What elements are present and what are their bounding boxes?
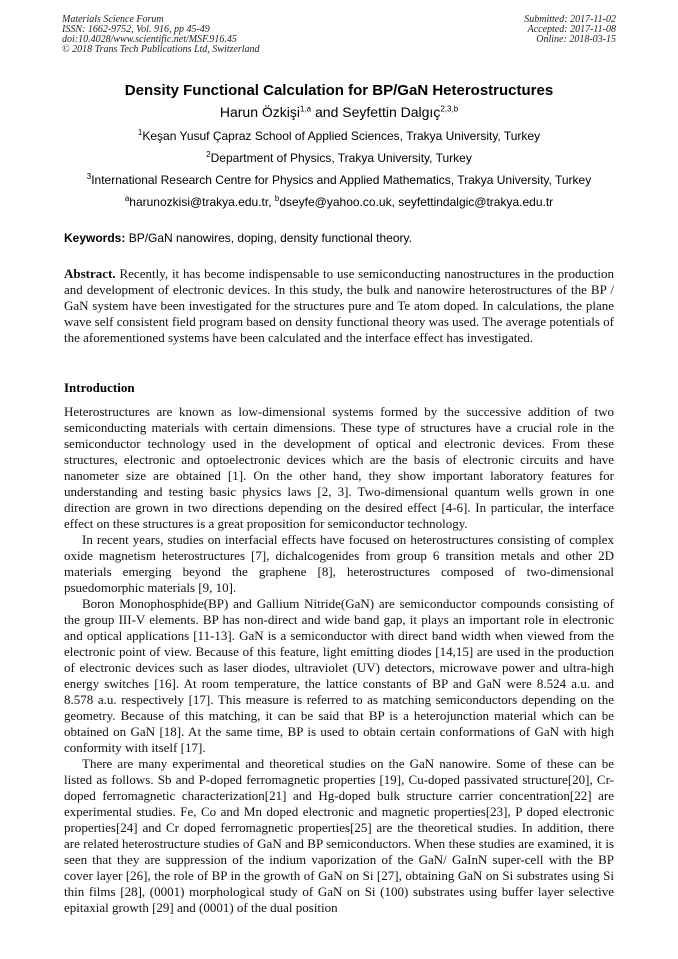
email-line <box>30 195 648 209</box>
author-2-sup: 2,3,b <box>440 104 459 114</box>
abstract-text: Recently, it has become indispensable to use semiconducting nanostructures in the production and development of electronic devices. In this study, the bulk and nanowire heterostructures of the BP / GaN system have been investigated for the structures pure and Te atom doped. In calculations, the plane wave self consistent field program based on density functional theory was used. The average potentials of the aforementioned systems have been calculated and the interface effect has investigated. <box>64 266 614 345</box>
email-a: harunozkisi@trakya.edu.tr, <box>129 195 275 209</box>
author-1: Harun Özkişi <box>219 104 300 120</box>
introduction-heading: Introduction <box>64 380 135 395</box>
author-2: Seyfettin Dalgıç <box>342 104 441 120</box>
abstract <box>64 266 614 346</box>
affiliation-2-text: Department of Physics, Trakya University, Turkey <box>210 151 472 165</box>
issn: ISSN: 1662-9752, Vol. 916, pp 45-49 <box>62 24 210 35</box>
affiliation-1 <box>30 129 648 143</box>
affiliation-2-num: 2 <box>206 150 211 159</box>
affiliation-1-text: Keşan Yusuf Çapraz School of Applied Sciences, Trakya University, Turkey <box>142 129 541 143</box>
intro-paragraph-4: There are many experimental and theoretical studies on the GaN nanowire. Some of these can be listed as follows. Sb and P-doped ferromagnetic properties [19], Cu-doped passivated structure[20], Cr-doped ferromagnetic characterization[21] and Hg-doped bulk structure carrier concentration[22] are experimental studies. Fe, Co and Mn doped electronic and magnetic properties[23], P doped electronic properties[24] and Cr doped ferromagnetic properties[25] are the theoretical studies. In addition, there are related heterostructure studies of GaN and BP semiconductors. When these studies are examined, it is seen that they are suppression of the indium vaporization of the GaN/ GaInN super-cell with the BP cover layer [26], the role of BP in the growth of GaN on Si [27], obtaining GaN on Si substrates using Si thin films [28], (0001) morphological study of GaN on Si (100) substrates using buffer layer selective epitaxial growth [29] and (0001) of the dual position <box>64 756 614 915</box>
doi: doi:10.4028/www.scientific.net/MSF.916.45 <box>62 34 237 45</box>
keywords-label: Keywords: <box>64 231 126 245</box>
journal-info <box>62 15 260 55</box>
keywords <box>64 231 412 245</box>
author-1-sup: 1,a <box>300 104 312 114</box>
paper-title: Density Functional Calculation for BP/GaN Heterostructures <box>124 82 554 99</box>
intro-paragraph-2: In recent years, studies on interfacial effects have focused on heterostructures consisting of complex oxide magnetism heterostructures [7], dichalcogenides from group 6 transition metals and other 2D materials emerging beyond the graphene [8], heterostructures composed of two-dimensional psuedomorphic materials [9, 10]. <box>64 532 614 595</box>
keywords-text: BP/GaN nanowires, doping, density functional theory. <box>125 231 412 245</box>
author-list <box>40 104 638 120</box>
dates-info <box>524 15 616 45</box>
affiliation-2 <box>30 151 648 165</box>
copyright: © 2018 Trans Tech Publications Ltd, Switzerland <box>62 44 260 55</box>
affiliation-3-num: 3 <box>86 172 92 181</box>
abstract-label: Abstract. <box>64 266 116 281</box>
intro-paragraph-1: Heterostructures are known as low-dimensional systems formed by the successive addition of two semiconducting materials with certain dimensions. These type of structures have a crucial role in the semiconductor technology used in the development of optical and electronic devices. From these structures, electronic and optoelectronic devices which are the basis of electronic circuits and have nanometer size are obtained [1]. On the other hand, they show important laboratory features for understanding and testing basic physics laws [2, 3]. Two-dimensional quantum wells grown in one direction are grown in two directions depending on the desired effect [4-6]. In particular, the interface effect on these structures is a great proposition for semiconductor technology. <box>64 404 614 531</box>
author-conj: and <box>311 104 343 120</box>
email-a-sup: a <box>124 194 130 203</box>
online-date: Online: 2018-03-15 <box>536 34 616 45</box>
email-b: dseyfe@yahoo.co.uk, seyfettindalgic@trakya.edu.tr <box>279 195 554 209</box>
accepted-date: Accepted: 2017-11-08 <box>527 24 616 35</box>
affiliation-1-num: 1 <box>137 128 143 137</box>
intro-paragraph-3: Boron Monophosphide(BP) and Gallium Nitride(GaN) are semiconductor compounds consisting of the group III-V elements. BP has non-direct and wide band gap, it plays an important role in electronic and optical applications [11-13]. GaN is a semiconductor with direct band width when viewed from the electronic point of view. Because of this feature, light emitting diodes [14,15] are used in the production of electronic devices such as laser diodes, ultraviolet (UV) detectors, microwave power and ultra-high energy switches [16]. At room temperature, the lattice constants of BP and GaN were 8.524 a.u. and 8.578 a.u. respectively [17]. This measure is referred to as matching semiconductors depending on the geometry. Because of this matching, it can be said that BP is a heterojunction material which can be obtained on GaN [18]. At the same time, BP is used to obtain certain conformations of GaN with high conformity with itself [17]. <box>64 596 614 755</box>
affiliation-3 <box>30 173 648 187</box>
submitted-date: Submitted: 2017-11-02 <box>524 14 616 25</box>
journal-name: Materials Science Forum <box>62 14 164 25</box>
affiliation-3-text: International Research Centre for Physics and Applied Mathematics, Trakya University, Turkey <box>91 173 592 187</box>
email-b-sup: b <box>274 194 280 203</box>
